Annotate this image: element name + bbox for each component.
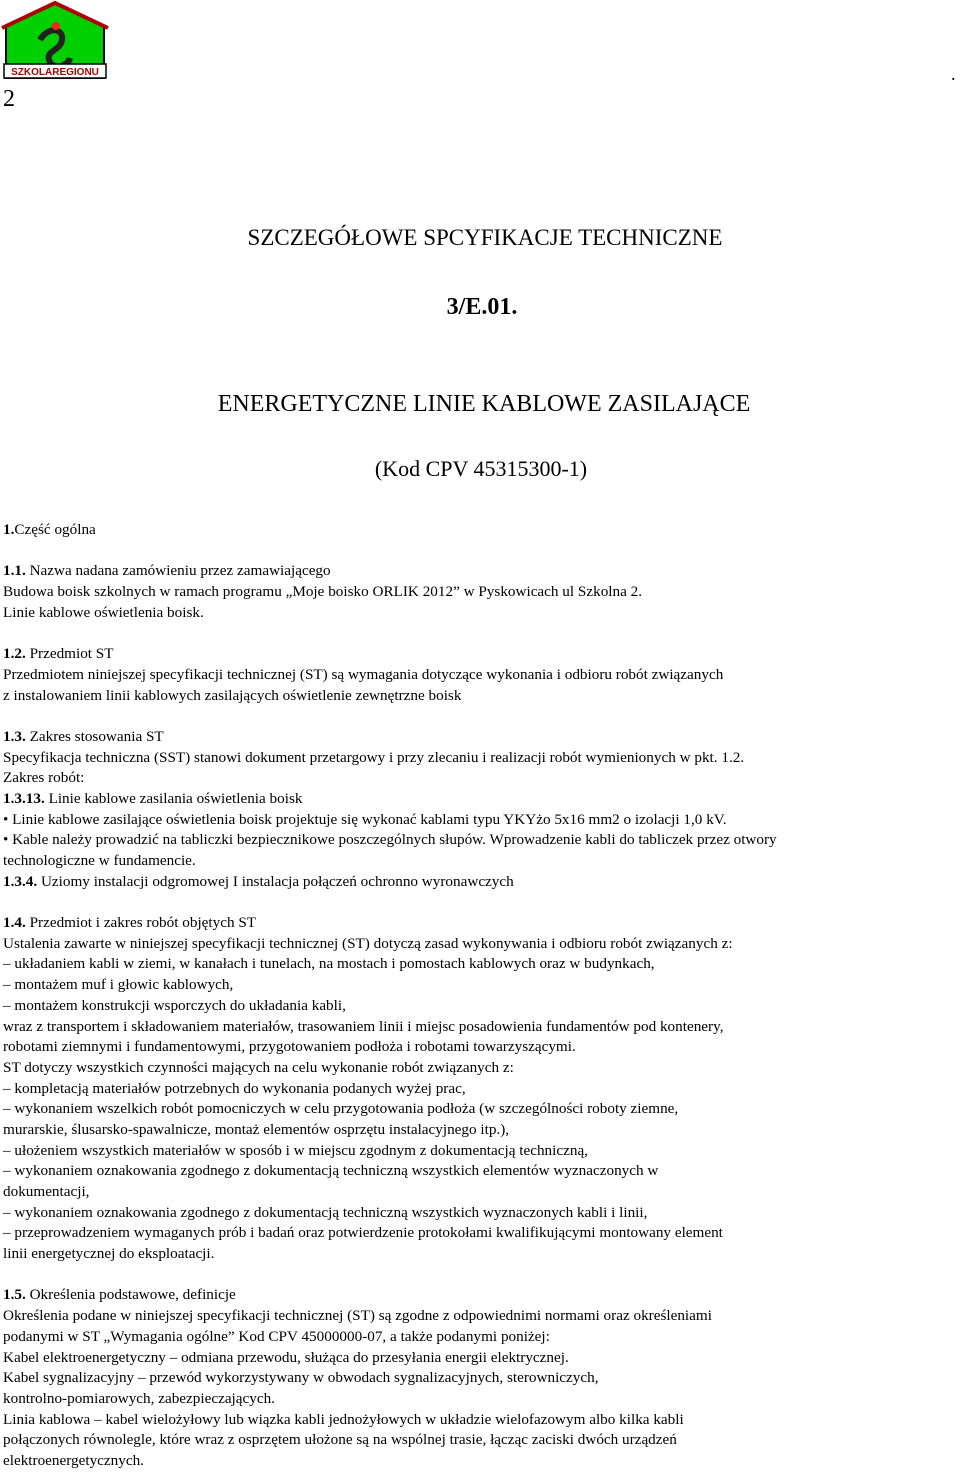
text-line bbox=[3, 1306, 958, 1327]
section-number: 1.2. bbox=[3, 645, 26, 663]
line-text: – montażem muf i głowic kablowych, bbox=[3, 976, 234, 994]
line-text: kontrolno-pomiarowych, zabezpieczających. bbox=[3, 1389, 275, 1407]
section-heading bbox=[3, 561, 958, 582]
section-heading bbox=[3, 520, 958, 541]
text-line bbox=[3, 996, 958, 1017]
line-text: Część ogólna bbox=[14, 521, 96, 538]
text-line bbox=[3, 1389, 958, 1410]
line-text: – kompletacją materiałów potrzebnych do wykonania podanych wyżej prac, bbox=[3, 1079, 466, 1097]
line-text: Ustalenia zawarte w niniejszej specyfikacji technicznej (ST) dotyczą zasad wykonywania i odbioru robót związanych z: bbox=[3, 934, 733, 952]
line-text: Przedmiotem niniejszej specyfikacji technicznej (ST) są wymagania dotyczące wykonania i odbioru robót związanych bbox=[3, 665, 724, 683]
line-text: elektroenergetycznych. bbox=[3, 1451, 144, 1469]
section-number: 1.5. bbox=[3, 1286, 26, 1304]
section-heading bbox=[3, 872, 958, 893]
line-text: Linie kablowe oświetlenia boisk. bbox=[3, 603, 204, 621]
line-text: ST dotyczy wszystkich czynności mających na celu wykonanie robót związanych z: bbox=[3, 1058, 514, 1076]
text-line bbox=[3, 1430, 958, 1451]
line-text: Kabel sygnalizacyjny – przewód wykorzystywany w obwodach sygnalizacyjnych, sterowniczych, bbox=[3, 1369, 599, 1387]
text-line bbox=[3, 934, 958, 955]
line-text: Zakres robót: bbox=[3, 769, 85, 787]
text-line bbox=[3, 1348, 958, 1369]
page-number: 2 bbox=[3, 86, 15, 112]
line-text: Kabel elektroenergetyczny – odmiana przewodu, służąca do przesyłania energii elektrycznej. bbox=[3, 1348, 569, 1366]
blank-line bbox=[3, 623, 958, 644]
blank-line bbox=[3, 541, 958, 562]
text-line bbox=[3, 748, 958, 769]
line-text: – wykonaniem oznakowania zgodnego z dokumentacją techniczną wszystkich wyznaczonych kabli i linii, bbox=[3, 1203, 648, 1221]
document-body bbox=[3, 520, 958, 1472]
text-line bbox=[3, 1327, 958, 1348]
line-text: Nazwa nadana zamówieniu przez zamawiającego bbox=[25, 562, 331, 580]
section-heading bbox=[3, 1285, 958, 1306]
section-heading bbox=[3, 913, 958, 934]
line-text: podanymi w ST „Wymagania ogólne” Kod CPV 45000000-07, a także podanymi poniżej: bbox=[3, 1327, 550, 1345]
line-text: Określenia podstawowe, definicje bbox=[25, 1286, 236, 1304]
line-text: Przedmiot ST bbox=[25, 645, 114, 663]
line-text: linii energetycznej do eksploatacji. bbox=[3, 1245, 215, 1263]
text-line bbox=[3, 1017, 958, 1038]
section-number: 1.1. bbox=[3, 562, 26, 580]
text-line bbox=[3, 1244, 958, 1265]
section-number: 1. bbox=[3, 521, 15, 538]
line-text: • Kable należy prowadzić na tabliczki bezpiecznikowe poszczególnych słupów. Wprowadzenie kabli do tabliczek przez otwory bbox=[3, 831, 777, 849]
section-heading bbox=[3, 789, 958, 810]
logo-text: SZKOLAREGIONU bbox=[11, 67, 99, 78]
text-line bbox=[3, 810, 958, 831]
title-line-1: SZCZEGÓŁOWE SPCYFIKACJE TECHNICZNE bbox=[247, 225, 723, 250]
text-line bbox=[3, 1079, 958, 1100]
line-text: – przeprowadzeniem wymaganych prób i badań oraz potwierdzenie protokołami kwalifikującymi montowany element bbox=[3, 1224, 723, 1242]
line-text: • Linie kablowe zasilające oświetlenia boisk projektuje się wykonać kablami typu YKYżo 5x16 mm2 o izolacji 1,0 kV. bbox=[3, 810, 727, 828]
text-line bbox=[3, 1203, 958, 1224]
section-number: 1.3.4. bbox=[3, 872, 38, 890]
text-line bbox=[3, 686, 958, 707]
blank-line bbox=[3, 1265, 958, 1286]
blank-line bbox=[3, 892, 958, 913]
line-text: – układaniem kabli w ziemi, w kanałach i tunelach, na mostach i pomostach kablowych oraz w budynkach, bbox=[3, 955, 655, 973]
section-heading bbox=[3, 644, 958, 665]
line-text: z instalowaniem linii kablowych zasilających oświetlenie zewnętrzne boisk bbox=[3, 686, 462, 704]
title-line-3: ENERGETYCZNE LINIE KABLOWE ZASILAJĄCE bbox=[217, 391, 751, 417]
text-line bbox=[3, 603, 958, 624]
line-text: technologiczne w fundamencie. bbox=[3, 852, 196, 869]
line-text: Budowa boisk szkolnych w ramach programu „Moje boisko ORLIK 2012” w Pyskowicach ul Szkolna 2. bbox=[3, 583, 643, 601]
section-number: 1.3.13. bbox=[3, 789, 45, 807]
text-line bbox=[3, 830, 958, 851]
text-line bbox=[3, 768, 958, 789]
line-text: Zakres stosowania ST bbox=[25, 727, 164, 745]
blank-line bbox=[3, 706, 958, 727]
text-line bbox=[3, 1223, 958, 1244]
line-text: – wykonaniem wszelkich robót pomocniczych w celu przygotowania podłoża (w szczególności roboty ziemne, bbox=[3, 1100, 679, 1118]
text-line bbox=[3, 1141, 958, 1162]
text-line bbox=[3, 1182, 958, 1203]
line-text: – montażem konstrukcji wsporczych do układania kabli, bbox=[3, 996, 346, 1014]
corner-mark: . bbox=[951, 64, 956, 84]
text-line bbox=[3, 1099, 958, 1120]
line-text: murarskie, ślusarsko-spawalnicze, montaż elementów osprzętu instalacyjnego itp.), bbox=[3, 1120, 510, 1138]
line-text: robotami ziemnymi i fundamentowymi, przygotowaniem podłoża i robotami towarzyszącymi. bbox=[3, 1038, 576, 1056]
line-text: Specyfikacja techniczna (SST) stanowi dokument przetargowy i przy zlecaniu i realizacji robót wymienionych w pkt. 1.2. bbox=[3, 748, 745, 766]
section-number: 1.4. bbox=[3, 914, 26, 932]
text-line bbox=[3, 1161, 958, 1182]
line-text: wraz z transportem i składowaniem materiałów, trasowaniem linii i miejsc posadowienia fundamentów pod kontenery, bbox=[3, 1017, 724, 1035]
text-line bbox=[3, 975, 958, 996]
line-text: Linie kablowe zasilania oświetlenia boisk bbox=[44, 789, 303, 807]
line-text: Określenia podane w niniejszej specyfikacji technicznej (ST) są zgodne z odpowiednimi normami oraz określeniami bbox=[3, 1307, 712, 1325]
text-line bbox=[3, 1451, 958, 1472]
section-number: 1.3. bbox=[3, 727, 26, 745]
text-line bbox=[3, 1368, 958, 1389]
text-line bbox=[3, 1120, 958, 1141]
line-text: – wykonaniem oznakowania zgodnego z dokumentacją techniczną wszystkich elementów wyznaczonych w bbox=[3, 1162, 659, 1180]
text-line bbox=[3, 954, 958, 975]
line-text: dokumentacji, bbox=[3, 1183, 90, 1200]
line-text: Uziomy instalacji odgromowej I instalacja połączeń ochronno wyronawczych bbox=[37, 872, 514, 890]
school-logo-icon bbox=[0, 0, 110, 79]
text-line bbox=[3, 665, 958, 686]
line-text: Linia kablowa – kabel wielożyłowy lub wiązka kabli jednożyłowych w układzie wielofazowym albo kilka kabli bbox=[3, 1410, 684, 1428]
line-text: – ułożeniem wszystkich materiałów w sposób i w miejscu zgodnym z dokumentacją techniczną, bbox=[3, 1141, 588, 1159]
section-heading bbox=[3, 727, 958, 748]
text-line bbox=[3, 1410, 958, 1431]
line-text: połączonych równolegle, które wraz z osprzętem ułożone są na wspólnej trasie, łącząc zaciski dwóch urządzeń bbox=[3, 1431, 677, 1449]
title-line-2: 3/E.01. bbox=[446, 294, 518, 320]
text-line bbox=[3, 1058, 958, 1079]
line-text: Przedmiot i zakres robót objętych ST bbox=[25, 914, 257, 932]
text-line bbox=[3, 1037, 958, 1058]
title-line-4: (Kod CPV 45315300-1) bbox=[374, 456, 588, 481]
text-line bbox=[3, 851, 958, 872]
text-line bbox=[3, 582, 958, 603]
